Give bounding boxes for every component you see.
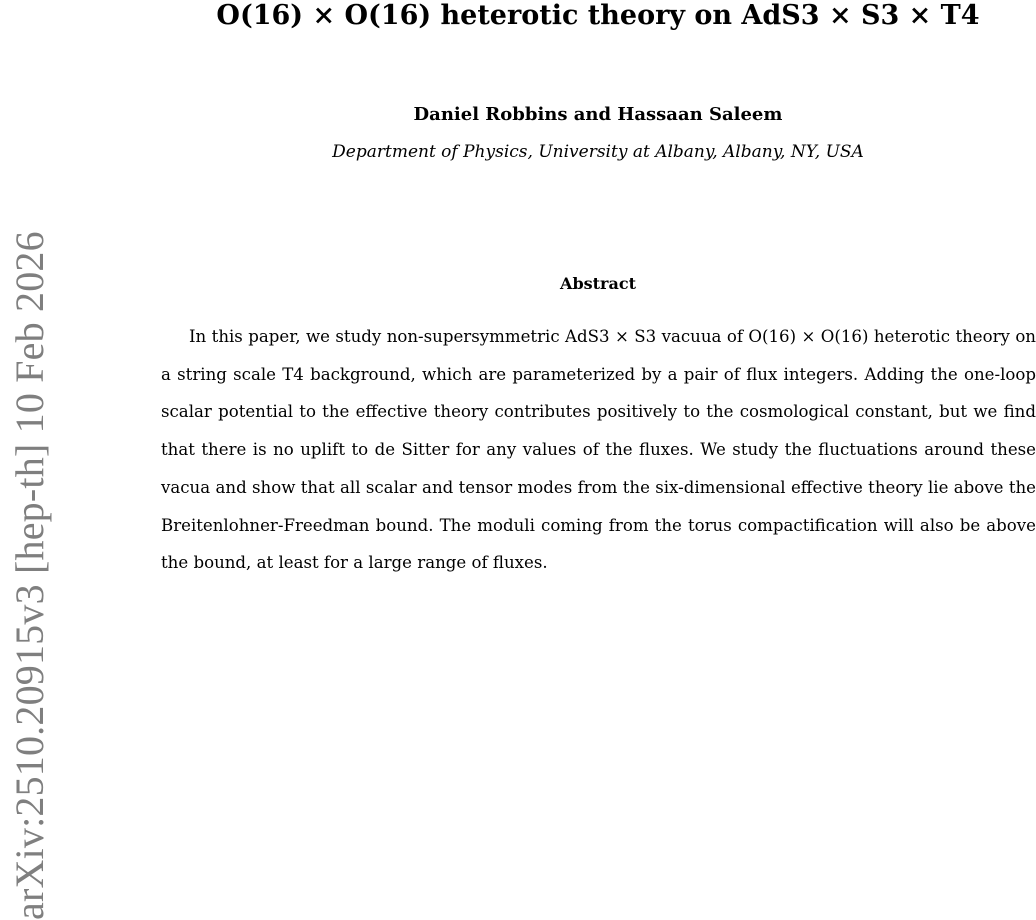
paper-title: O(16) × O(16) heterotic theory on AdS3 × S3 × T4 — [216, 0, 980, 31]
author-affiliation: Department of Physics, University at Albany, Albany, NY, USA — [332, 142, 864, 162]
author-list: Daniel Robbins and Hassaan Saleem — [413, 104, 783, 125]
arxiv-identifier: arXiv:2510.20915v3 [hep-th] 10 Feb 2026 — [7, 231, 52, 920]
abstract-text: In this paper, we study non-supersymmetric AdS3 × S3 vacuua of O(16) × O(16) heterotic theory on a string scale T4 background, which are parameterized by a pair of flux integers. Adding the one-loop scalar potential to the effective theory contributes positively to the cosmological constant, but we find that there is no uplift to de Sitter for any values of the fluxes. We study the fluctuations around these vacua and show that all scalar and tensor modes from the six-dimensional effective theory lie above the Breitenlohner-Freedman bound. The moduli coming from the torus compactification will also be above the bound, at least for a large range of fluxes. — [161, 327, 1036, 573]
abstract-heading: Abstract — [560, 274, 636, 293]
